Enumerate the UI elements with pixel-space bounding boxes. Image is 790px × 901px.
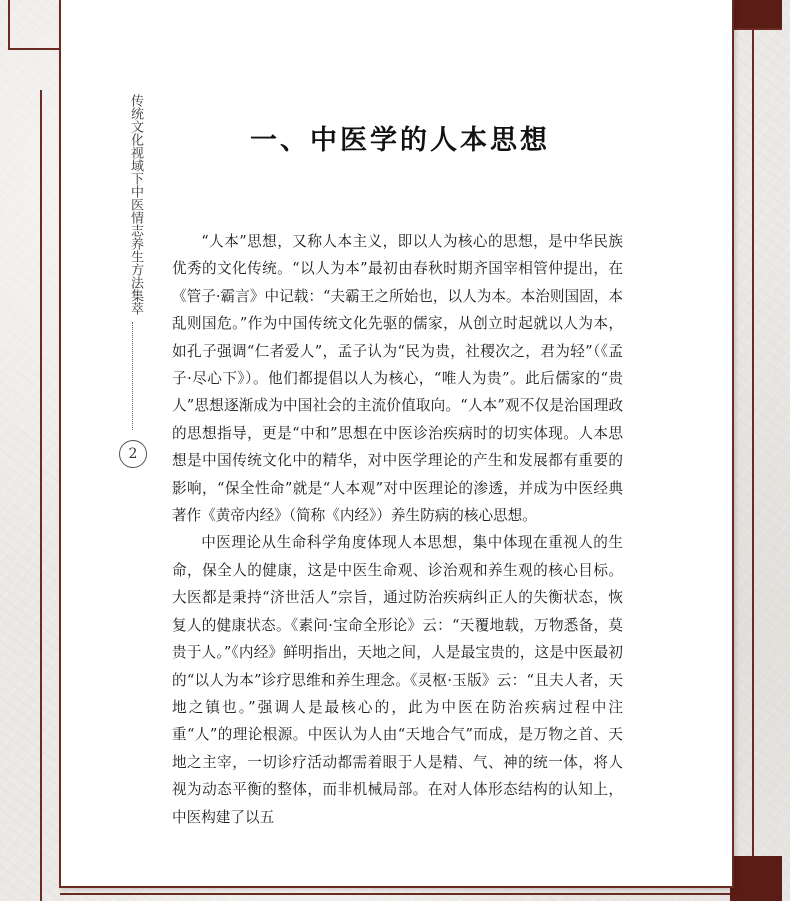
frame-line-right-vertical	[752, 28, 754, 901]
running-head-divider	[132, 322, 133, 430]
frame-line-left-inner	[40, 90, 42, 901]
frame-line-left-vertical	[8, 0, 10, 50]
frame-block-bottom-right	[730, 856, 782, 901]
page-number: 2	[119, 440, 147, 468]
body-text	[172, 228, 623, 831]
frame-line-right-top	[730, 28, 782, 30]
frame-line-top-left	[8, 48, 60, 50]
frame-block-top-right	[730, 0, 782, 28]
paragraph: “人本”思想，又称人本主义，即以人为核心的思想，是中华民族优秀的文化传统。“以人为本”最初由春秋时期齐国宰相管仲提出，在《管子·霸言》中记载：“夫霸王之所始也，以人为本。本治则国固，本乱则国危。”作为中国传统文化先驱的儒家，从创立时起就以人为本，如孔子强调“仁者爱人”，孟子认为“民为贵，社稷次之，君为轻”（《孟子·尽心下》）。他们都提倡以人为核心，“唯人为贵”。此后儒家的“贵人”思想逐渐成为中国社会的主流价值取向。“人本”观不仅是治国理政的思想指导，更是“中和”思想在中医诊治疾病时的切实体现。人本思想是中国传统文化中的精华，对中医学理论的产生和发展都有重要的影响，“保全性命”就是“人本观”对中医理论的渗透，并成为中医经典著作《黄帝内经》（简称《内经》）养生防病的核心思想。	[172, 233, 623, 525]
running-head-vertical: 传统文化视域下中医情志养生方法集萃	[128, 94, 143, 315]
frame-line-bottom	[60, 893, 780, 895]
chapter-title: 一、中医学的人本思想	[250, 125, 550, 156]
paragraph: 中医理论从生命科学角度体现人本思想，集中体现在重视人的生命，保全人的健康，这是中医生命观、诊治观和养生观的核心目标。大医都是秉持“济世活人”宗旨，通过防治疾病纠正人的失衡状态，恢复人的健康状态。《素问·宝命全形论》云：“天覆地载，万物悉备，莫贵于人。”《内经》鲜明指出，天地之间，人是最宝贵的，这是中医最初的“以人为本”诊疗思维和养生理念。《灵枢·玉版》云：“且夫人者，天地之镇也。”强调人是最核心的，此为中医在防治疾病过程中注重“人”的理论根源。中医认为人由“天地合气”而成，是万物之首、天地之主宰，一切诊疗活动都需着眼于人是精、气、神的统一体，将人视为动态平衡的整体，而非机械局部。在对人体形态结构的认知上，中医构建了以五	[172, 534, 623, 826]
